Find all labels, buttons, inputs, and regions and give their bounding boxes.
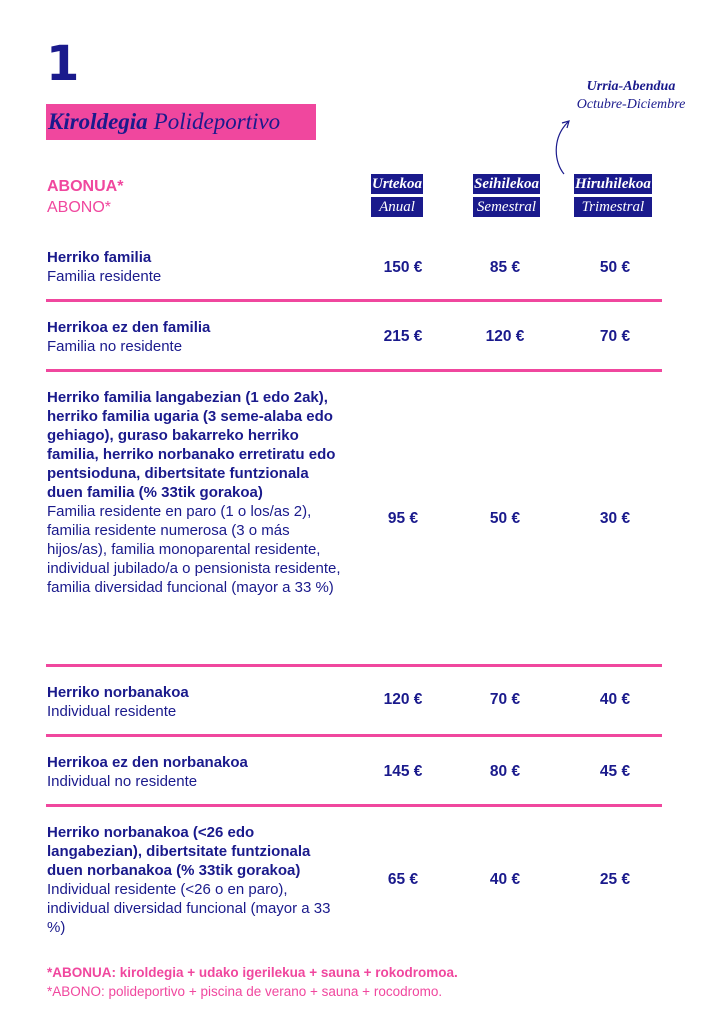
column-header-quarter: [574, 174, 652, 217]
title-spanish: Polideportivo: [153, 109, 281, 134]
divider: [46, 734, 662, 737]
column-header-annual: [371, 174, 423, 217]
row-label-spanish: Familia residente en paro (1 o los/as 2), familia residente numerosa (3 o más hijos/as), familia monoparental residente, individual jubilado/a o pensionista residente, familia diversidad funcional (mayor a 33 %): [47, 503, 341, 596]
row-label-spanish: Individual residente: [47, 703, 177, 720]
season-basque: Urria-Abendua: [586, 79, 676, 94]
footnote-basque: *ABONUA: kiroldegia + udako igerilekua + sauna + rokodromoa.: [47, 965, 458, 980]
curved-arrow-icon: [548, 116, 578, 178]
price-semester: 50 €: [489, 510, 521, 527]
divider: [46, 299, 662, 302]
price-quarter: 45 €: [599, 763, 631, 780]
price-annual: 120 €: [383, 691, 423, 708]
row-label-spanish: Familia no residente: [47, 338, 183, 355]
row-label-basque: Herrikoa ez den norbanakoa: [47, 754, 248, 771]
price-annual: 145 €: [383, 763, 423, 780]
divider: [46, 664, 662, 667]
subscription-header-basque: ABONUA*: [47, 178, 124, 195]
row-label-spanish: Familia residente: [47, 268, 162, 285]
price-semester: 80 €: [489, 763, 521, 780]
page-title: [46, 104, 316, 140]
season-label: [566, 78, 696, 114]
title-basque: Kiroldegia: [48, 109, 148, 134]
subscription-header: [47, 176, 123, 218]
column-header-spanish: Semestral: [473, 197, 540, 217]
price-quarter: 50 €: [599, 259, 631, 276]
divider: [46, 369, 662, 372]
price-semester: 120 €: [485, 328, 525, 345]
column-header-basque: Urtekoa: [372, 176, 422, 192]
price-annual: 150 €: [383, 259, 423, 276]
row-label: [47, 683, 342, 721]
price-semester: 70 €: [489, 691, 521, 708]
row-label: [47, 753, 342, 791]
price-annual: 65 €: [387, 871, 419, 888]
column-header-spanish: Trimestral: [574, 197, 652, 217]
price-quarter: 70 €: [599, 328, 631, 345]
page-number: 1: [46, 36, 78, 92]
row-label: [47, 388, 342, 597]
subscription-header-spanish: ABONO*: [47, 199, 112, 216]
column-header-basque: Hiruhilekoa: [575, 176, 651, 192]
price-annual: 95 €: [387, 510, 419, 527]
footnote: [47, 963, 458, 1001]
row-label: [47, 318, 342, 356]
season-spanish: Octubre-Diciembre: [576, 97, 686, 112]
row-label-spanish: Individual residente (<26 o en paro), individual diversidad funcional (mayor a 33 %): [47, 881, 331, 936]
row-label-basque: Herriko norbanakoa (<26 edo langabezian), dibertsitate funtzionala duen norbanakoa (% 33tik gorakoa): [47, 824, 311, 879]
row-label: [47, 823, 337, 937]
column-header-spanish: Anual: [371, 197, 423, 217]
price-quarter: 40 €: [599, 691, 631, 708]
footnote-spanish: *ABONO: polideportivo + piscina de verano + sauna + rocodromo.: [47, 984, 443, 999]
row-label: [47, 248, 342, 286]
column-header-basque: Seihilekoa: [474, 176, 540, 192]
divider: [46, 804, 662, 807]
column-header-semester: [473, 174, 540, 217]
row-label-basque: Herriko familia: [47, 249, 152, 266]
price-annual: 215 €: [383, 328, 423, 345]
price-semester: 85 €: [489, 259, 521, 276]
price-quarter: 25 €: [599, 871, 631, 888]
row-label-basque: Herriko familia langabezian (1 edo 2ak), herriko familia ugaria (3 seme-alaba edo gehiago), guraso bakarreko herriko familia, herriko norbanako erretiratu edo pentsioduna, dibertsitate funtzionala duen familia (% 33tik gorakoa): [47, 389, 336, 501]
row-label-basque: Herriko norbanakoa: [47, 684, 189, 701]
price-semester: 40 €: [489, 871, 521, 888]
row-label-spanish: Individual no residente: [47, 773, 198, 790]
price-quarter: 30 €: [599, 510, 631, 527]
row-label-basque: Herrikoa ez den familia: [47, 319, 211, 336]
